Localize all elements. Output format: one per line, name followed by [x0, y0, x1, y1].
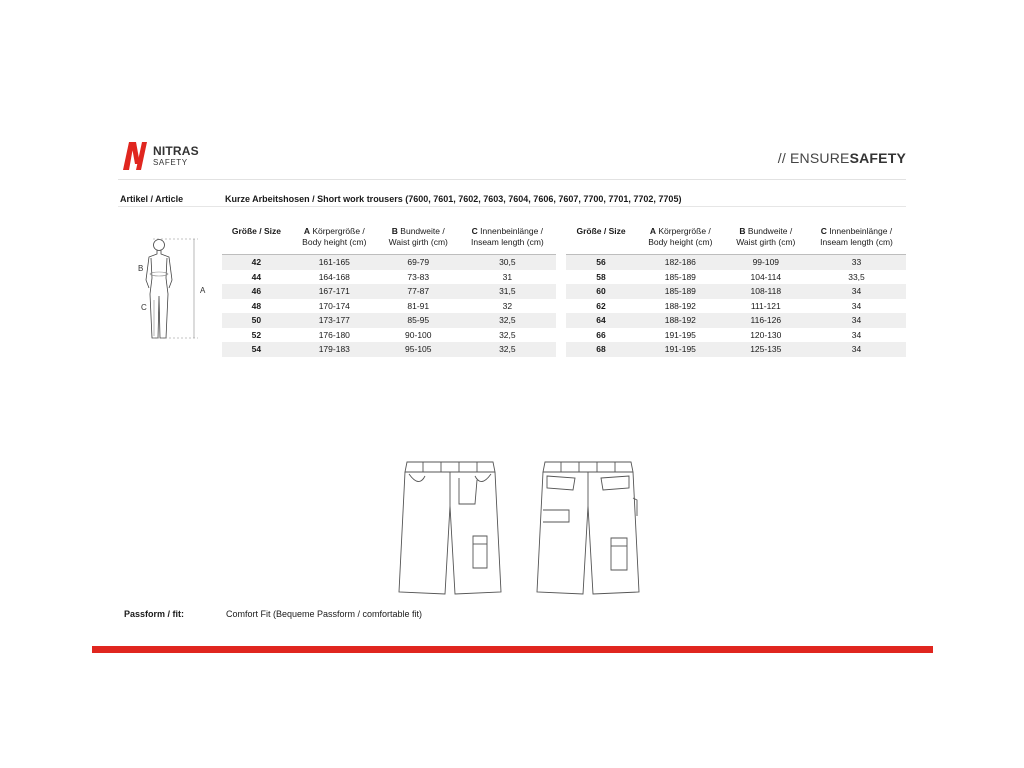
header-body-height: A Körpergröße / Body height (cm): [302, 226, 367, 247]
table-row: [222, 313, 556, 328]
header-body-height: A Körpergröße / Body height (cm): [648, 226, 713, 247]
table-row: [222, 328, 556, 343]
body-height-cell: 188-192: [664, 300, 696, 311]
inseam-cell: 33: [807, 255, 906, 270]
header-inseam-length: C Innenbeinlänge / Inseam length (cm): [470, 226, 544, 247]
shorts-back-illustration: [533, 458, 643, 598]
nitras-logo: [120, 140, 210, 180]
body-height-cell: 179-183: [291, 342, 378, 357]
size-cell: 64: [566, 313, 636, 328]
body-height-cell: 185-189: [636, 284, 725, 299]
inseam-cell: 34: [807, 342, 906, 357]
inseam-cell: 32: [502, 300, 513, 311]
figure-label-b: B: [138, 264, 144, 273]
inseam-cell: 34: [807, 284, 906, 299]
waist-girth-cell: 108-118: [725, 284, 807, 299]
waist-girth-cell: 95-105: [378, 342, 459, 357]
size-table-right: [566, 226, 906, 357]
body-measurement-figure: [128, 228, 214, 346]
inseam-cell: 32,5: [459, 342, 556, 357]
size-cell: 58: [596, 271, 606, 282]
size-cell: 48: [251, 300, 262, 311]
inseam-cell: 32,5: [499, 329, 516, 340]
body-height-cell: 185-189: [664, 271, 696, 282]
slogan: [778, 150, 906, 166]
size-cell: 50: [222, 313, 291, 328]
header-inseam-length: C Innenbeinlänge / Inseam length (cm): [820, 226, 893, 247]
body-height-cell: 191-195: [664, 329, 696, 340]
fit-value: Comfort Fit (Bequeme Passform / comfortable fit): [226, 609, 423, 619]
waist-girth-cell: 111-121: [750, 300, 781, 311]
inseam-cell: 33,5: [848, 271, 865, 282]
table-row: [566, 313, 906, 328]
waist-girth-cell: 81-91: [407, 300, 430, 311]
header-waist-girth: B Bundweite / Waist girth (cm): [388, 226, 448, 247]
waist-girth-cell: 69-79: [378, 255, 459, 270]
figure-label-c: C: [141, 303, 147, 312]
slogan-bold: SAFETY: [849, 150, 906, 166]
size-cell: 68: [566, 342, 636, 357]
body-height-cell: 182-186: [636, 255, 725, 270]
inseam-cell: 31: [502, 271, 513, 282]
nitras-logo-icon: [120, 140, 150, 172]
brand-sub: SAFETY: [153, 158, 188, 167]
waist-girth-cell: 90-100: [405, 329, 432, 340]
inseam-cell: 34: [851, 300, 862, 311]
table-row: [222, 299, 556, 314]
figure-label-a: A: [200, 286, 206, 295]
size-cell: 56: [566, 255, 636, 270]
table-row: [222, 255, 556, 270]
table-row: [566, 342, 906, 357]
header-size: Größe / Size: [231, 226, 281, 236]
inseam-cell: 30,5: [459, 255, 556, 270]
table-header-row: [222, 226, 556, 255]
fit-label: Passform / fit:: [124, 609, 185, 619]
waist-girth-cell: 85-95: [378, 313, 459, 328]
size-cell: 60: [566, 284, 636, 299]
article-divider: [118, 206, 906, 207]
table-row: [566, 328, 906, 343]
inseam-cell: 34: [807, 313, 906, 328]
waist-girth-cell: 77-87: [378, 284, 459, 299]
table-row: [566, 284, 906, 299]
body-height-cell: 188-192: [636, 313, 725, 328]
size-table-left: [222, 226, 556, 357]
size-cell: 54: [222, 342, 291, 357]
article-value: Kurze Arbeitshosen / Short work trousers (7600, 7601, 7602, 7603, 7604, 7606, 7607, 7700, 7701, 7702, 7705): [225, 194, 682, 204]
inseam-cell: 34: [851, 329, 862, 340]
article-label: Artikel / Article: [120, 194, 184, 204]
size-cell: 44: [251, 271, 262, 282]
waist-girth-cell: 99-109: [725, 255, 807, 270]
inseam-cell: 32,5: [459, 313, 556, 328]
table-header-row: [566, 226, 906, 255]
table-row: [222, 284, 556, 299]
body-height-cell: 176-180: [318, 329, 350, 340]
table-row: [222, 342, 556, 357]
body-height-cell: 191-195: [636, 342, 725, 357]
shorts-front-illustration: [395, 458, 505, 598]
table-row: [566, 255, 906, 270]
slogan-prefix: // ENSURE: [777, 150, 850, 166]
table-row: [566, 270, 906, 285]
header-size: Größe / Size: [576, 226, 626, 236]
table-row: [566, 299, 906, 314]
body-height-cell: 161-165: [291, 255, 378, 270]
header-divider: [118, 179, 906, 180]
brand-name: NITRAS: [153, 144, 199, 158]
body-height-cell: 173-177: [291, 313, 378, 328]
size-cell: 42: [222, 255, 291, 270]
waist-girth-cell: 125-135: [725, 342, 807, 357]
size-cell: 62: [596, 300, 606, 311]
size-cell: 66: [596, 329, 606, 340]
header-waist-girth: B Bundweite / Waist girth (cm): [736, 226, 796, 247]
table-row: [222, 270, 556, 285]
body-height-cell: 167-171: [291, 284, 378, 299]
body-height-cell: 164-168: [318, 271, 350, 282]
inseam-cell: 31,5: [459, 284, 556, 299]
footer-accent-bar: [92, 646, 933, 653]
waist-girth-cell: 120-130: [750, 329, 782, 340]
waist-girth-cell: 116-126: [725, 313, 807, 328]
size-cell: 46: [222, 284, 291, 299]
size-cell: 52: [251, 329, 262, 340]
waist-girth-cell: 104-114: [750, 271, 782, 282]
waist-girth-cell: 73-83: [407, 271, 430, 282]
body-height-cell: 170-174: [318, 300, 350, 311]
